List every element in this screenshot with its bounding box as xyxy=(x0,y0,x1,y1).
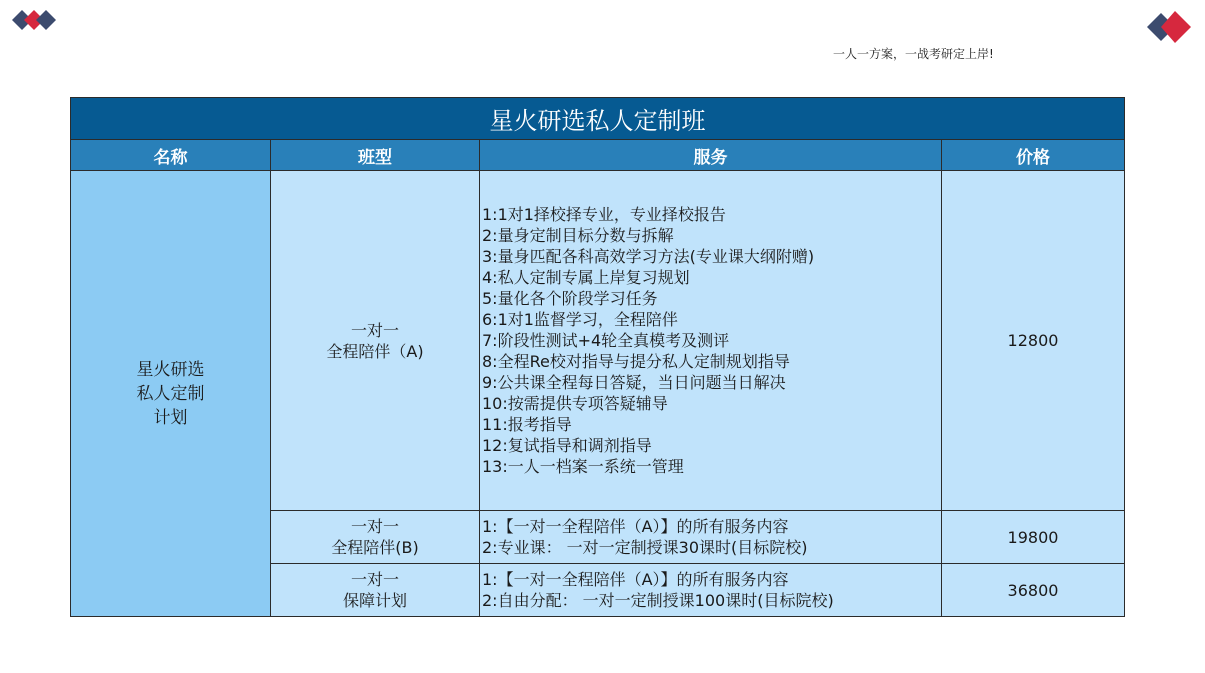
service-item: 1:【一对一全程陪伴（A）】的所有服务内容 xyxy=(482,517,789,536)
class-type-cell xyxy=(271,564,480,617)
class-type-line: 一对一 xyxy=(350,320,399,340)
service-item: 12:复试指导和调剂指导 xyxy=(482,436,652,455)
class-type-cell xyxy=(271,171,480,511)
header-type: 班型 xyxy=(271,140,480,171)
service-item: 2:专业课： 一对一定制授课30课时(目标院校) xyxy=(482,538,808,557)
header-name: 名称 xyxy=(71,140,271,171)
class-type-line: 保障计划 xyxy=(342,591,407,610)
service-item: 13:一人一档案一系统一管理 xyxy=(482,457,684,476)
service-list-cell xyxy=(480,511,942,564)
slogan: 一人一方案，一战考研定上岸! xyxy=(833,47,994,61)
header-service: 服务 xyxy=(480,140,942,171)
plan-name-line: 星火研选 xyxy=(136,359,205,380)
service-item: 4:私人定制专属上岸复习规划 xyxy=(482,268,690,287)
service-item: 5:量化各个阶段学习任务 xyxy=(482,289,658,308)
class-type-cell xyxy=(271,511,480,564)
class-type-line: 一对一 xyxy=(350,517,399,536)
table-row xyxy=(71,171,1125,511)
service-item: 1:【一对一全程陪伴（A）】的所有服务内容 xyxy=(482,570,789,589)
service-list-cell xyxy=(480,171,942,511)
plan-name-cell xyxy=(71,171,271,617)
price-cell: 19800 xyxy=(942,511,1125,564)
brand-logo-left-icon xyxy=(12,8,58,32)
class-type-line: 一对一 xyxy=(350,570,399,589)
service-item: 11:报考指导 xyxy=(482,415,572,434)
service-item: 8:全程Re校对指导与提分私人定制规划指导 xyxy=(482,352,790,371)
plan-name-line: 私人定制 xyxy=(136,383,205,404)
service-item: 2:量身定制目标分数与拆解 xyxy=(482,226,674,245)
class-type-line: 全程陪伴(B) xyxy=(331,538,419,557)
plan-name-line: 计划 xyxy=(153,407,188,428)
service-item: 1:1对1择校择专业，专业择校报告 xyxy=(482,205,726,224)
service-item: 10:按需提供专项答疑辅导 xyxy=(482,394,668,413)
header-price: 价格 xyxy=(942,140,1125,171)
table-title: 星火研选私人定制班 xyxy=(71,98,1125,140)
service-item: 2:自由分配： 一对一定制授课100课时(目标院校) xyxy=(482,591,834,610)
price-cell: 12800 xyxy=(942,171,1125,511)
class-type-line: 全程陪伴（A) xyxy=(326,341,424,361)
brand-logo-right-icon xyxy=(1147,8,1193,46)
service-item: 7:阶段性测试+4轮全真模考及测评 xyxy=(482,331,730,350)
service-item: 6:1对1监督学习，全程陪伴 xyxy=(482,310,678,329)
price-cell: 36800 xyxy=(942,564,1125,617)
service-list-cell xyxy=(480,564,942,617)
service-item: 3:量身匹配各科高效学习方法(专业课大纲附赠) xyxy=(482,247,815,266)
service-item: 9:公共课全程每日答疑，当日问题当日解决 xyxy=(482,373,786,392)
pricing-table xyxy=(70,97,1125,617)
